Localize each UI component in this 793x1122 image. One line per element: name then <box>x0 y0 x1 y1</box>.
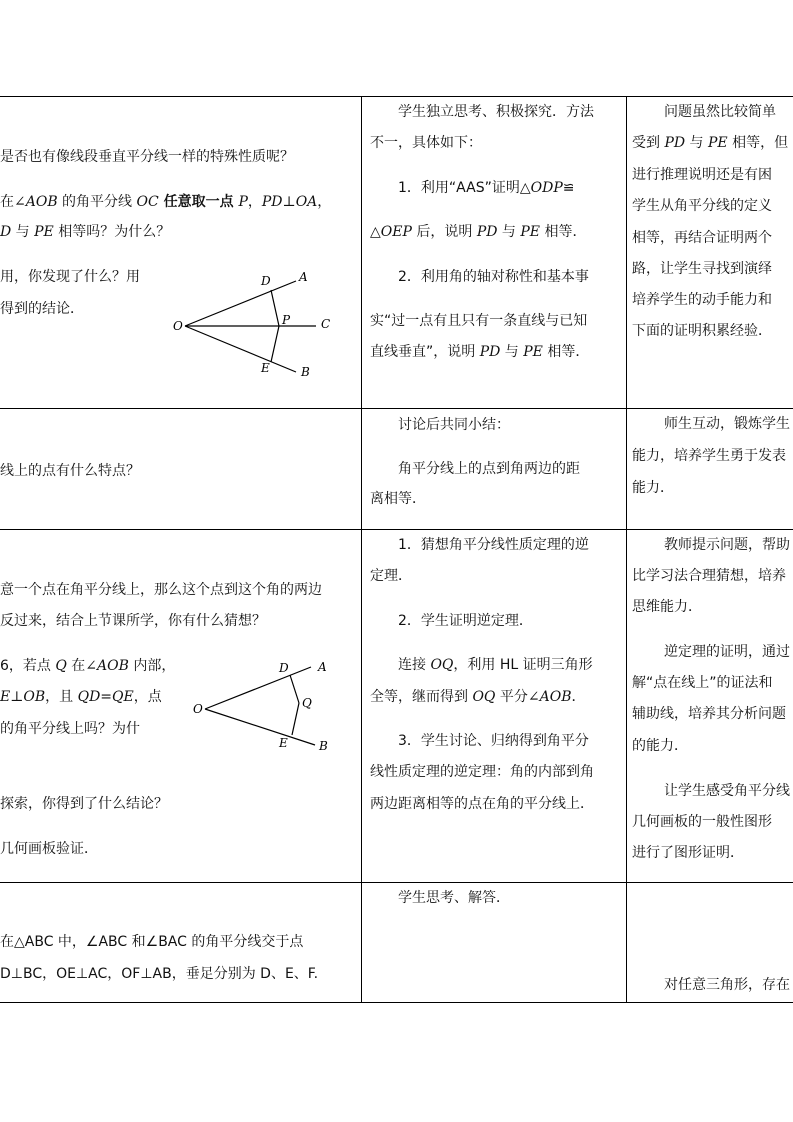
text-span: 的角平分线 <box>57 194 137 210</box>
text-span: 相等，但 <box>727 135 789 151</box>
intent-text: 下面的证明积累经验． <box>632 323 772 339</box>
math-span: ∠AOB <box>527 689 572 705</box>
math-span: PD <box>476 224 498 240</box>
label-d: D <box>279 661 289 675</box>
segment-qe <box>292 703 299 735</box>
answer-text: 角平分线上的点到角两边的距 <box>398 461 580 477</box>
math-span: PE <box>520 224 541 240</box>
answer-text <box>370 342 589 362</box>
intent-text: 让学生感受角平分线 <box>664 783 790 799</box>
math-span: PD <box>479 344 501 360</box>
text-span: △ <box>370 224 381 240</box>
answer-text: 3．学生讨论、归纳得到角平分 <box>398 733 589 749</box>
ray-ob <box>185 326 296 372</box>
label-q: Q <box>302 696 312 710</box>
intent-text: 能力． <box>632 480 674 496</box>
answer-text <box>370 687 585 707</box>
answer-text: 线性质定理的逆定理：角的内部到角 <box>370 764 594 780</box>
answer-text: 不一，具体如下： <box>370 135 482 151</box>
segment-pd <box>271 290 279 326</box>
question-text <box>0 687 162 707</box>
text-span: 与 <box>500 344 524 360</box>
intent-text: 解“点在线上”的证法和 <box>632 675 773 691</box>
question-text: 探索，你得到了什么结论？ <box>0 796 168 812</box>
text-span: 与 <box>685 135 709 151</box>
text-span: 受到 <box>632 135 665 151</box>
intent-text: 问题虽然比较简单 <box>664 104 776 120</box>
question-text: 得到的结论． <box>0 301 84 317</box>
label-c: C <box>321 317 331 331</box>
answer-text <box>398 178 574 198</box>
angle-bisector-figure <box>168 268 338 383</box>
math-span: P <box>238 194 248 210</box>
math-span: OEP <box>380 224 412 240</box>
intent-text: 辅助线，培养其分析问题 <box>632 706 786 722</box>
intent-text <box>632 133 788 153</box>
intent-text: 学生从角平分线的定义 <box>632 198 772 214</box>
question-text: 的角平分线上吗？为什 <box>0 721 140 737</box>
intent-text: 进行推理说明还是有困 <box>632 167 772 183</box>
intent-text: 路，让学生寻找到演绎 <box>632 261 772 277</box>
angle-point-figure <box>188 655 338 755</box>
intent-text: 师生互动，锻炼学生 <box>664 416 790 432</box>
math-span: PE <box>708 135 728 151</box>
question-text: 几何画板验证． <box>0 841 98 857</box>
label-e: E <box>279 736 288 750</box>
math-span: ODP <box>530 180 563 196</box>
math-span: PD⊥OA <box>261 194 318 210</box>
text-span: 连接 <box>398 657 431 673</box>
text-span: ，利用 HL 证明三角形 <box>453 657 593 673</box>
text-span: ， <box>247 194 262 210</box>
answer-text: 学生独立思考、积极探究．方法 <box>398 104 594 120</box>
label-d: D <box>261 274 271 288</box>
question-text <box>0 656 175 676</box>
ray-ob <box>205 709 315 745</box>
text-span: 在 <box>0 194 14 210</box>
question-text: 线上的点有什么特点？ <box>0 463 140 479</box>
answer-text <box>370 222 586 242</box>
math-span: QD=QE <box>77 689 134 705</box>
emphasis-span: 任意取一点 <box>158 194 239 210</box>
label-b: B <box>301 365 310 379</box>
intent-text: 的能力． <box>632 738 688 754</box>
text-span: 在 <box>66 658 86 674</box>
intent-text: 相等，再结合证明两个 <box>632 230 772 246</box>
intent-text: 进行了图形证明． <box>632 845 744 861</box>
math-span: D <box>0 224 12 240</box>
intent-text: 培养学生的动手能力和 <box>632 292 772 308</box>
answer-text: 2．利用角的轴对称性和基本事 <box>398 269 589 285</box>
label-a: A <box>318 660 327 674</box>
question-text: D⊥BC，OE⊥AC，OF⊥AB，垂足分别为 D、E、F. <box>0 966 319 982</box>
text-span: ，且 <box>45 689 78 705</box>
question-text: 在△ABC 中，∠ABC 和∠BAC 的角平分线交于点 <box>0 934 304 950</box>
math-span: OC <box>136 194 159 210</box>
math-span: OQ <box>430 657 454 673</box>
question-text <box>0 222 170 242</box>
text-span: 相等吗？为什么？ <box>53 224 171 240</box>
text-span: ，点 <box>133 689 162 705</box>
text-span: 1．利用“AAS”证明△ <box>398 180 531 196</box>
answer-text: 离相等． <box>370 491 426 507</box>
text-span: 6，若点 <box>0 658 56 674</box>
question-text <box>0 192 331 212</box>
text-span: 与 <box>11 224 35 240</box>
intent-text: 比学习法合理猜想，培养 <box>632 568 786 584</box>
label-b: B <box>319 739 328 753</box>
math-span: ∠AOB <box>14 194 58 210</box>
math-span: ∠AOB <box>85 658 129 674</box>
math-span: PE <box>523 344 543 360</box>
question-text: 意一个点在角平分线上，那么这个点到这个角的两边 <box>0 582 322 598</box>
math-span: OQ <box>472 689 496 705</box>
segment-qd <box>290 675 299 703</box>
answer-text: 讨论后共同小结： <box>398 417 510 433</box>
label-p: P <box>282 313 291 327</box>
math-span: PE <box>34 224 54 240</box>
question-text: 反过来，结合上节课所学，你有什么猜想？ <box>0 613 266 629</box>
text-span: ， <box>317 194 332 210</box>
question-text: 用，你发现了什么？用 <box>0 269 140 285</box>
intent-text: 教师提示问题，帮助 <box>664 537 790 553</box>
answer-text: 定理． <box>370 568 412 584</box>
text-span: 内部， <box>128 658 176 674</box>
answer-text <box>398 655 593 675</box>
text-span: 平分 <box>495 689 528 705</box>
answer-text: 学生思考、解答． <box>398 890 510 906</box>
math-span: Q <box>55 658 67 674</box>
text-span: 全等，继而得到 <box>370 689 473 705</box>
ray-oa <box>185 281 296 326</box>
intent-text: 思维能力． <box>632 599 702 615</box>
text-span: 后，说明 <box>411 224 477 240</box>
label-e: E <box>261 361 270 375</box>
intent-text: 对任意三角形，存在 <box>664 977 790 993</box>
ray-oa <box>205 667 311 709</box>
answer-text: 实“过一点有且只有一条直线与已知 <box>370 313 588 329</box>
intent-text: 能力，培养学生勇于发表 <box>632 448 786 464</box>
label-o: O <box>173 319 183 333</box>
intent-text: 逆定理的证明，通过 <box>664 644 790 660</box>
text-span: ≌ <box>562 180 575 196</box>
text-span: 直线垂直”，说明 <box>370 344 480 360</box>
text-span: 与 <box>497 224 521 240</box>
math-span: PD <box>664 135 686 151</box>
label-o: O <box>193 702 203 716</box>
text-span: 相等． <box>540 224 587 240</box>
segment-pe <box>271 326 279 362</box>
question-text: 是否也有像线段垂直平分线一样的特殊性质呢？ <box>0 149 294 165</box>
math-span: E⊥OB <box>0 689 46 705</box>
text-span: ． <box>571 689 586 705</box>
answer-text: 两边距离相等的点在角的平分线上． <box>370 796 594 812</box>
label-a: A <box>299 270 308 284</box>
intent-text: 几何画板的一般性图形 <box>632 814 772 830</box>
text-span: 相等． <box>542 344 590 360</box>
answer-text: 1．猜想角平分线性质定理的逆 <box>398 537 589 553</box>
answer-text: 2．学生证明逆定理． <box>398 613 533 629</box>
